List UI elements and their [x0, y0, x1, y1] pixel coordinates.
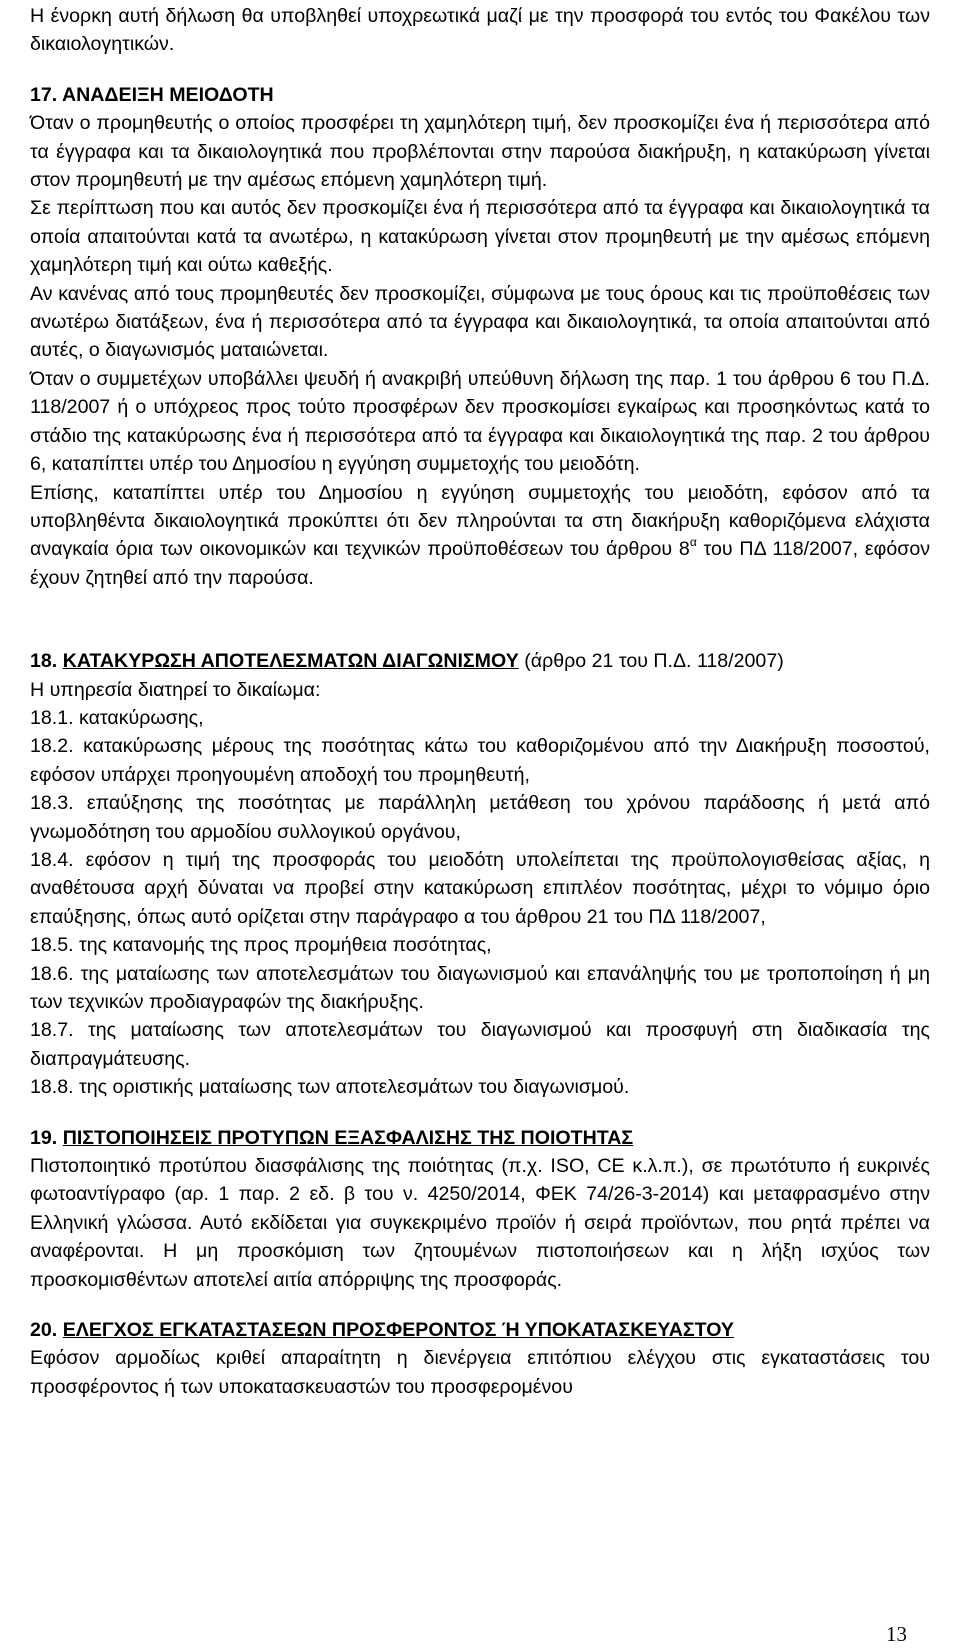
section-20-paragraph: Εφόσον αρμοδίως κριθεί απαραίτητη η διενέργεια επιτόπιου ελέγχου στις εγκαταστάσεις του προσφέροντος ή των υποκατασκευαστών του προσφερομένου — [30, 1347, 930, 1398]
section-18-item: 18.1. κατακύρωσης, — [30, 706, 204, 729]
section-18-number: 18. — [30, 650, 58, 673]
superscript: α — [689, 534, 697, 549]
section-18-item: 18.2. κατακύρωσης μέρους της ποσότητας κάτω του καθοριζομένου από την Διακήρυξη ποσοστού, εφόσον υπάρχει προηγουμένη αποδοχή του προμηθευτή, — [30, 735, 930, 786]
section-17-paragraph: Όταν ο προμηθευτής ο οποίος προσφέρει τη χαμηλότερη τιμή, δεν προσκομίζει ένα ή περισσότερα από τα έγγραφα και τα δικαιολογητικά που προβλέπονται στην παρούσα διακήρυξη, η κατακύρωση γίνεται στον προμηθευτή με την αμέσως επόμενη χαμηλότερη τιμή. — [30, 112, 930, 192]
section-18-heading — [30, 647, 930, 675]
section-17-title: ΑΝΑΔΕΙΞΗ ΜΕΙΟΔΟΤΗ — [61, 83, 274, 106]
section-17-paragraph: Αν κανένας από τους προμηθευτές δεν προσκομίζει, σύμφωνα με τους όρους και τις προϋποθέσεις των ανωτέρω διατάξεων, ένα ή περισσότερα από τα έγγραφα και δικαιολογητικά, τα οποία απαιτούνται από αυτές, ο διαγωνισμός ματαιώνεται. — [30, 282, 930, 362]
section-19-paragraph: Πιστοποιητικό προτύπου διασφάλισης της ποιότητας (π.χ. ISO, CE κ.λ.π.), σε πρωτότυπο ή ευκρινές φωτοαντίγραφο (αρ. 1 παρ. 2 εδ. β του ν. 4250/2014, ΦΕΚ 74/26-3-2014) και μεταφρασμένο στην Ελληνική γλώσσα. Αυτό εκδίδεται για συγκεκριμένο προϊόν ή σειρά προϊόντων, που ρητά πρέπει να αναφέρονται. Η μη προσκόμιση των ζητουμένων πιστοποιήσεων και η λήξη ισχύος των προσκομισθέντων αποτελεί αιτία απόρριψης της προσφοράς. — [30, 1155, 930, 1291]
section-20-number: 20. — [30, 1319, 58, 1342]
section-18-item: 18.8. της οριστικής ματαίωσης των αποτελεσμάτων του διαγωνισμού. — [30, 1076, 630, 1099]
section-18-item: 18.6. της ματαίωσης των αποτελεσμάτων του διαγωνισμού και επανάληψής του με τροποποίηση ή μη των τεχνικών προδιαγραφών της διακήρυξης. — [30, 962, 930, 1013]
section-17-heading — [30, 81, 930, 109]
section-18-lead: Η υπηρεσία διατηρεί το δικαίωμα: — [30, 678, 321, 701]
section-18-item: 18.4. εφόσον η τιμή της προσφοράς του μειοδότη υπολείπεται της προϋπολογισθείσας αξίας, η αναθέτουσα αρχή δύναται να προβεί στην κατακύρωση επιπλέον ποσότητας, μέχρι το νόμιμο όριο επαύξησης, όπως αυτό ορίζεται στην παράγραφο α του άρθρου 21 του ΠΔ 118/2007, — [30, 848, 930, 928]
section-18-item: 18.3. επαύξησης της ποσότητας με παράλληλη μετάθεση του χρόνου παράδοσης ή μετά από γνωμοδότηση του αρμοδίου συλλογικού οργάνου, — [30, 792, 930, 843]
section-17-number: 17. — [30, 83, 58, 106]
section-19-heading — [30, 1124, 930, 1152]
section-18-title-tail: (άρθρο 21 του Π.Δ. 118/2007) — [524, 650, 784, 673]
intro-paragraph: Η ένορκη αυτή δήλωση θα υποβληθεί υποχρεωτικά μαζί με την προσφορά του εντός του Φακέλου των δικαιολογητικών. — [30, 5, 930, 56]
section-17-paragraph: Σε περίπτωση που και αυτός δεν προσκομίζει ένα ή περισσότερα από τα έγγραφα και δικαιολογητικά τα οποία απαιτούνται κατά τα ανωτέρω, η κατακύρωση γίνεται στον προμηθευτή με την αμέσως επόμενη χαμηλότερη τιμή και ούτω καθεξής. — [30, 197, 930, 277]
section-18-item: 18.7. της ματαίωσης των αποτελεσμάτων του διαγωνισμού και προσφυγή στη διαδικασία της διαπραγμάτευσης. — [30, 1019, 930, 1070]
section-20-title: ΕΛΕΓΧΟΣ ΕΓΚΑΤΑΣΤΑΣΕΩΝ ΠΡΟΣΦΕΡΟΝΤΟΣ Ή ΥΠΟΚΑΤΑΣΚΕΥΑΣΤΟΥ — [62, 1319, 735, 1342]
section-17-paragraph: Επίσης, καταπίπτει υπέρ του Δημοσίου η εγγύηση συμμετοχής του μειοδότη, εφόσον από τα υποβληθέντα δικαιολογητικά προκύπτει ότι δεν πληρούνται τα στη διακήρυξη καθοριζόμενα ελάχιστα αναγκαία όρια των οικονομικών και τεχνικών προϋποθέσεων του άρθρου $8^\alpha$ του ΠΔ 118/2007, εφόσον έχουν ζητηθεί από την παρούσα. — [30, 481, 931, 589]
section-18-title: ΚΑΤΑΚΥΡΩΣΗ ΑΠΟΤΕΛΕΣΜΑΤΩΝ ΔΙΑΓΩΝΙΣΜΟΥ — [62, 650, 519, 673]
section-17-paragraph: Όταν ο συμμετέχων υποβάλλει ψευδή ή ανακριβή υπεύθυνη δήλωση της παρ. 1 του άρθρου 6 του Π.Δ. 118/2007 ή ο υπόχρεος προς τούτο προσφέρων δεν προσκομίσει εγκαίρως και προσηκόντως κατά το στάδιο της κατακύρωσης ένα ή περισσότερα από τα έγγραφα και δικαιολογητικά της παρ. 2 του άρθρου 6, καταπίπτει υπέρ του Δημοσίου η εγγύηση συμμετοχής του μειοδότη. — [30, 367, 930, 476]
section-19-number: 19. — [30, 1126, 58, 1149]
section-18-item: 18.5. της κατανομής της προς προμήθεια ποσότητας, — [30, 934, 492, 957]
section-20-heading — [30, 1316, 930, 1344]
page-number: 13 — [886, 1622, 907, 1646]
section-19-title: ΠΙΣΤΟΠΟΙΗΣΕΙΣ ΠΡΟΤΥΠΩΝ ΕΞΑΣΦΑΛΙΣΗΣ ΤΗΣ ΠΟΙΟΤΗΤΑΣ — [62, 1126, 634, 1149]
document-page — [30, 2, 930, 1401]
